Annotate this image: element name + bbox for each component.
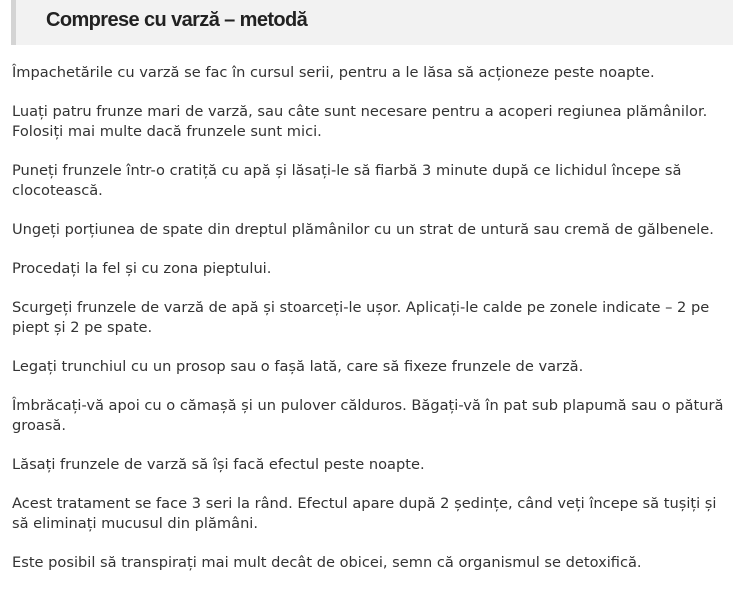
paragraph-4: Ungeți porțiunea de spate din dreptul plămânilor cu un strat de untură sau cremă de gălbenele. [12, 221, 714, 238]
paragraph-11: Este posibil să transpirați mai mult decât de obicei, semn că organismul se detoxifică. [12, 554, 642, 571]
article-body [12, 63, 728, 592]
paragraph-3: Puneți frunzele într-o cratiță cu apă și lăsați-le să fiarbă 3 minute după ce lichidul începe să clocotească. [12, 162, 682, 199]
paragraph-5: Procedați la fel și cu zona pieptului. [12, 260, 272, 277]
paragraph-2: Luați patru frunze mari de varză, sau câte sunt necesare pentru a acoperi regiunea plămânilor. Folosiți mai multe dacă frunzele sunt mici. [12, 103, 708, 140]
section-heading-box [11, 0, 733, 45]
paragraph-8: Îmbrăcați-vă apoi cu o cămașă și un pulover călduros. Băgați-vă în pat sub plapumă sau o pătură groasă. [12, 397, 724, 434]
paragraph-6: Scurgeți frunzele de varză de apă și stoarceți-le ușor. Aplicați-le calde pe zonele indicate – 2 pe piept și 2 pe spate. [12, 299, 710, 336]
paragraph-1: Împachetările cu varză se fac în cursul serii, pentru a le lăsa să acționeze peste noapte. [12, 64, 655, 81]
paragraph-7: Legați trunchiul cu un prosop sau o fașă lată, care să fixeze frunzele de varză. [12, 358, 584, 375]
paragraph-10: Acest tratament se face 3 seri la rând. Efectul apare după 2 ședințe, când veți începe să tușiți și să eliminați mucusul din plămâni. [12, 495, 717, 532]
paragraph-9: Lăsați frunzele de varză să își facă efectul peste noapte. [12, 456, 425, 473]
section-heading: Comprese cu varză – metodă [46, 9, 308, 31]
